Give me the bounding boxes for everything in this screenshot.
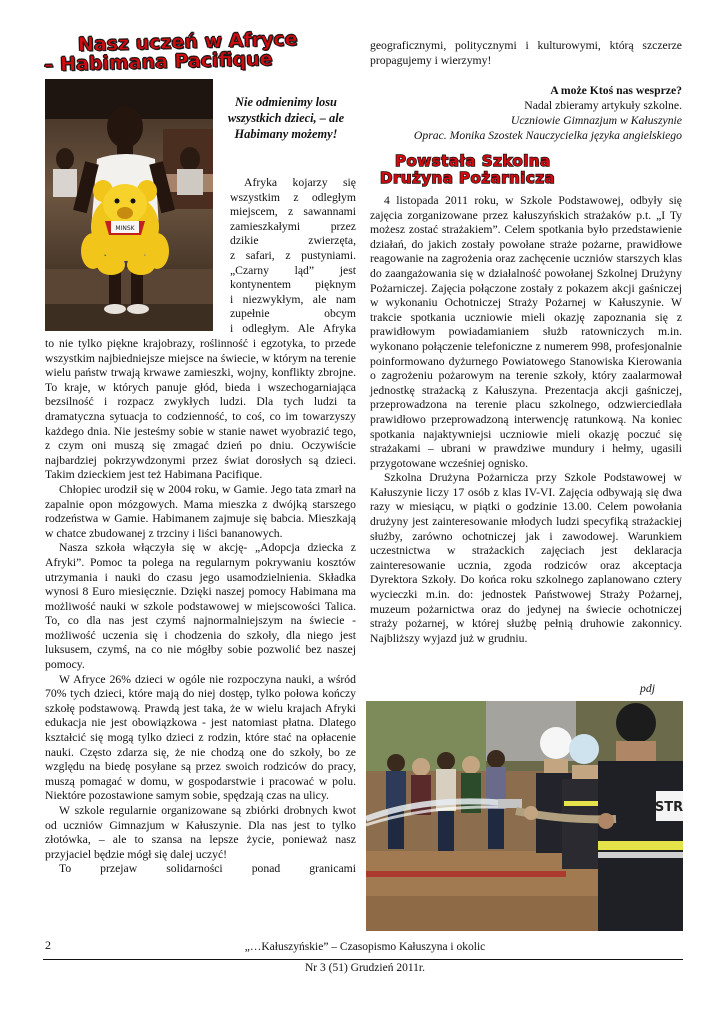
narrow-line: kontynentem pięknym — [230, 278, 356, 292]
narrow-line: wszystkim z odległym — [230, 190, 356, 204]
narrow-line: zamieszkałymi przez — [230, 219, 356, 233]
appeal-collect: Nadal zbieramy artykuły szkolne. — [524, 99, 682, 112]
pull-quote: Nie odmienimy losu wszystkich dzieci, – ale Habimany możemy! — [227, 95, 345, 141]
article-body-right — [370, 194, 682, 646]
paragraph: Chłopiec urodził się w 2004 roku, w Gamie. Jego tata zmarł na zapalnie opon mózgowych. Mama mieszka z dwójką starszego rodzeństwa w Gamie. Habimanem zajmuje się babcia. Mieszkają w chatce zbudowanej z trzciny i liści bananowych. — [45, 482, 356, 540]
paragraph: to nie tylko piękne krajobrazy, roślinność i egzotyka, to przede wszystkim najbiedniejsze miejsce na świecie, w którym na terenie wielu państw trwają krwawe zamieszki, wojny, konflikty zbrojne. To kraje, w których panuje głód, bieda i wszechogarniająca bezsilność i rozpacz zwykłych ludzi. Dla tych ludzi ta dramatyczna sytuacja to codzienność, to coś, co im towarzyszy każdego dnia. Nie jesteśmy sobie w stanie nawet wyobrazić tego, z czym oni muszą się zmagać dzień po dniu. Oczywiście najbardziej pokrzywdzonymi przez świat dorosłych są dzieci. Takim dzieckiem jest też Habimana Pacifique. — [45, 337, 356, 482]
page-number: 2 — [45, 938, 51, 952]
shirt-text: MINSK — [115, 225, 135, 232]
paragraph: Szkolna Drużyna Pożarnicza przy Szkole Podstawowej w Kałuszynie liczy 17 osób z klas IV-VI. Zajęcia odbywają się dwa razy w miesiącu, w piątki o godzinie 13.00. Celem powołania drużyny jest zainteresowanie młodych ludzi specyfiką strażackiej służby, zarówno ochotniczej jak i zawodowej. Warunkiem uczestnictwa w strażackich zajęciach jest deklaracja zainteresowanie ucznia, zgoda rodziców oraz akceptacja Dyrektora Szkoły. Do końca roku szkolnego zaplanowano cztery wycieczki m.in. do: jednostek Państwowej Straży Pożarnej, muzeum pożarnictwa oraz do jedynej na świecie ochotniczej straży pożarnej, w której służbę pełnią druhowie zakonnicy. Najbliższy wyjazd już w grudniu. — [370, 471, 682, 645]
narrow-line: i odległym. Ale Afryka — [230, 321, 356, 335]
narrow-line: Afryka kojarzy się — [244, 176, 356, 189]
intro-narrow-column — [230, 176, 356, 337]
appeal-question: A może Ktoś nas wesprze? — [550, 84, 682, 97]
photo-firefighters-training — [366, 701, 683, 931]
narrow-line: zupełnie obcym — [230, 307, 356, 321]
paragraph: Nasza szkoła włączyła się w akcję- „Adopcja dziecka z Afryki”. Pomoc ta polega na regularnym pokrywaniu kosztów utrzymania i nauki do czasu jego usamodzielnienia. Składka wynosi 8 Euro miesięcznie. Dzięki naszej pomocy Habimana ma możliwość nauki w szkole podstawowej w miejscowości Talica. To, co dla nas jest czymś najnormalniejszym na świecie - możliwość uczenia się i chodzenia do szkoły, dla niego jest luksusem, czymś, na co nie mógłby sobie pozwolić bez naszej pomocy. — [45, 541, 356, 672]
author-initials: pdj — [640, 682, 655, 695]
footer-divider — [43, 959, 683, 960]
photo-boy-svg — [45, 79, 213, 331]
paragraph: 4 listopada 2011 roku, w Szkole Podstawowej, odbyły się zajęcia zorganizowane przez kałuszyńskich strażaków p.t. „I Ty możesz zostać strażakiem”. Celem spotkania było przedstawienie działań, do jakich zostały powołane straże pożarne, prawidłowe reagowanie na zagrożenia oraz zachęcenie uczniów starszych klas do zaangażowania się w działalność powołanej Szkolnej Drużyny Pożarniczej. Zajęcia połączone zostały z pokazem akcji gaśniczej w wykonaniu Ochotniczej Straży Pożarnej w Kałuszynie. W trakcie spotkania uczniowie mieli okazję zapoznania się z prawidłowym powiadamianiem służb ratowniczych m.in. wykonano połączenie telefoniczne z numerem 998, profesjonalnie poinformowano dyżurnego Powiatowego Stanowiska Kierowania o zagrożeniu pożarowym na terenie szkoły, który zaalarmował jednostkę strażacką z Kałuszyna. Prezentacja akcji gaśniczej, przeprowadzona na terenie placu szkolnego, odzwierciedlała prawidłowo przeprowadzoną interwencję ratunkową. Na koniec spotkania najaktywniejsi uczniowie mieli okazję poczuć się strażakami – ubrani w prawdziwe mundury i hełmy, ugasili przygotowane wcześniej ognisko. — [370, 194, 682, 470]
article-body-left — [45, 337, 356, 877]
paragraph: W Afryce 26% dzieci w ogóle nie rozpoczyna nauki, a wśród 70% tych dzieci, które mają do niej dostęp, tylko połowa kończy szkołę podstawową. Prawdą jest taka, że w wielu krajach Afryki edukacja nie jest obowiązkowa - jest natomiast płatna. Dlatego kształcić się mogą tylko dzieci z rodzin, które stać na opłacenie nauki. Często zdarza się, że nie chodzą one do szkoły, bo ze względu na biedę posyłane są przez swoich rodziców do pracy, muszą pomagać w domu, w gospodarstwie i pracować w polu. Niektóre pozostawione samym sobie, spędzają czas na ulicy. — [45, 672, 356, 803]
narrow-line: „Czarny ląd” jest — [230, 263, 356, 277]
firebrigade-title-line1: Powstała Szkolna — [395, 152, 551, 170]
narrow-line: miejscem, z sawannami — [230, 205, 356, 219]
signature-students: Uczniowie Gimnazjum w Kałuszynie — [510, 114, 682, 127]
photo-firefighters-svg — [366, 701, 683, 931]
jacket-text: STR — [654, 800, 683, 815]
paragraph: To przejaw solidarności ponad granicami — [59, 862, 356, 876]
signature-author: Oprac. Monika Szostek Nauczycielka języka angielskiego — [413, 129, 682, 142]
publication-name: „…Kałuszyńskie” – Czasopismo Kałuszyna i okolic — [244, 941, 486, 953]
narrow-line: i niezwykłym, ale nam — [230, 292, 356, 306]
article-title-line1: Nasz uczeń w Afryce — [77, 28, 298, 56]
firebrigade-title-line2: Drużyna Pożarnicza — [380, 169, 556, 187]
narrow-line: dzikie zwierzęta, — [230, 234, 356, 248]
paragraph: W szkole regularnie organizowane są zbiórki drobnych kwot od uczniów Gimnazjum w Kałuszynie. Dla nas jest to tylko złotówka, – ale to szansa na lepsze życie, ponieważ nasz przyjaciel będzie mógł się dalej uczyć! — [45, 804, 356, 861]
photo-boy-with-teddy-bear — [45, 79, 213, 331]
issue-info: Nr 3 (51) Grudzień 2011r. — [305, 962, 425, 974]
narrow-line: z safari, z pustyniami. — [230, 248, 356, 262]
continuation-text: geograficznymi, politycznymi i kulturowymi, którą szczerze propagujemy i wierzymy! — [370, 39, 682, 67]
article-title-line2: – Habimana Pacifique — [43, 48, 273, 76]
